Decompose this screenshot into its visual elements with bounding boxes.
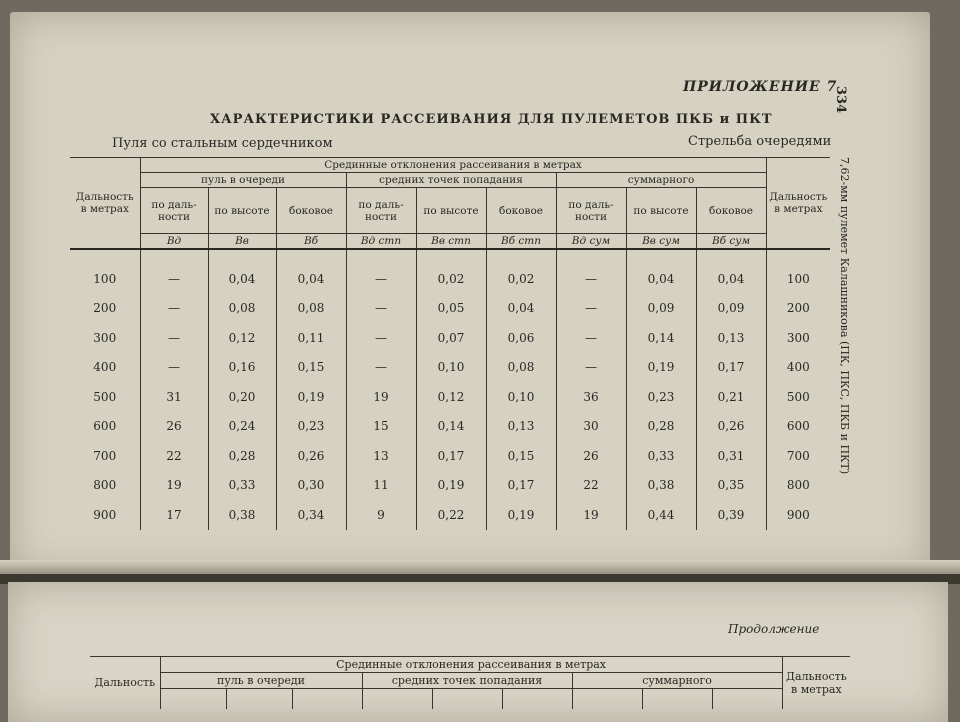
col-header: по высоте xyxy=(626,188,696,234)
value-cell: 0,10 xyxy=(486,382,556,412)
col-symbol: Вб xyxy=(276,234,346,250)
table-body xyxy=(70,249,830,530)
range-cell: 500 xyxy=(766,382,830,412)
value-cell: 0,08 xyxy=(276,294,346,324)
col-symbol: Вв xyxy=(208,234,276,250)
value-cell: 26 xyxy=(556,441,626,471)
value-cell: 0,12 xyxy=(416,382,486,412)
header-sub-mean-points: средних точек попадания xyxy=(346,173,556,188)
value-cell: 0,28 xyxy=(626,412,696,442)
range-cell: 300 xyxy=(93,330,117,345)
value-cell: 0,04 xyxy=(276,249,346,294)
value-cell: 0,07 xyxy=(416,323,486,353)
value-cell: 0,12 xyxy=(208,323,276,353)
value-cell: 36 xyxy=(556,382,626,412)
table-row xyxy=(70,294,830,324)
value-cell: 0,19 xyxy=(276,382,346,412)
table-row xyxy=(70,353,830,383)
value-cell: 0,28 xyxy=(208,441,276,471)
value-cell: 17 xyxy=(140,500,208,530)
range-cell: 700 xyxy=(93,448,117,463)
range-cell: 800 xyxy=(766,471,830,501)
value-cell: 0,31 xyxy=(696,441,766,471)
value-cell: 0,19 xyxy=(626,353,696,383)
second-header-range-left: Дальность xyxy=(94,676,156,690)
value-cell: 11 xyxy=(346,471,416,501)
header-sub-total: суммарного xyxy=(556,173,766,188)
value-cell: 0,26 xyxy=(696,412,766,442)
second-header-group: Срединные отклонения рассеивания в метрах xyxy=(160,657,782,673)
col-symbol: Вв стп xyxy=(416,234,486,250)
value-cell: 0,22 xyxy=(416,500,486,530)
table-title: ХАРАКТЕРИСТИКИ РАССЕИВАНИЯ ДЛЯ ПУЛЕМЕТОВ ПКБ и ПКТ xyxy=(210,112,773,127)
value-cell: 13 xyxy=(346,441,416,471)
value-cell: 0,16 xyxy=(208,353,276,383)
firing-mode: Стрельба очередями xyxy=(688,134,832,149)
value-cell: 15 xyxy=(346,412,416,442)
value-cell: 0,04 xyxy=(208,249,276,294)
value-cell: — xyxy=(346,323,416,353)
value-cell: 22 xyxy=(556,471,626,501)
value-cell: 0,09 xyxy=(626,294,696,324)
value-cell: 0,04 xyxy=(486,294,556,324)
table-row xyxy=(70,412,830,442)
dispersion-table xyxy=(70,157,830,530)
col-header: боковое xyxy=(276,188,346,234)
value-cell: 0,14 xyxy=(416,412,486,442)
col-symbol: Вб сум xyxy=(696,234,766,250)
value-cell: 0,44 xyxy=(626,500,696,530)
value-cell: 0,19 xyxy=(486,500,556,530)
range-cell: 600 xyxy=(766,412,830,442)
col-header: по даль-ности xyxy=(140,188,208,234)
col-symbol: Вд сум xyxy=(556,234,626,250)
value-cell: 0,04 xyxy=(626,249,696,294)
value-cell: 0,08 xyxy=(486,353,556,383)
range-cell: 900 xyxy=(93,507,117,522)
value-cell: 0,09 xyxy=(696,294,766,324)
second-sub-total: суммарного xyxy=(572,673,782,689)
range-cell: 200 xyxy=(766,294,830,324)
value-cell: 0,38 xyxy=(208,500,276,530)
continuation-table xyxy=(90,656,850,709)
range-cell: 600 xyxy=(93,419,117,434)
col-header: боковое xyxy=(696,188,766,234)
header-group: Срединные отклонения рассеивания в метрах xyxy=(140,158,766,173)
value-cell: — xyxy=(346,353,416,383)
value-cell: — xyxy=(556,249,626,294)
col-header: по высоте xyxy=(416,188,486,234)
value-cell: 31 xyxy=(140,382,208,412)
range-cell: 700 xyxy=(766,441,830,471)
value-cell: 0,20 xyxy=(208,382,276,412)
value-cell: 19 xyxy=(346,382,416,412)
value-cell: — xyxy=(556,323,626,353)
value-cell: 0,39 xyxy=(696,500,766,530)
value-cell: 0,05 xyxy=(416,294,486,324)
value-cell: 0,14 xyxy=(626,323,696,353)
continuation-label: Продолжение xyxy=(728,622,820,636)
value-cell: — xyxy=(140,353,208,383)
page-number: 334 xyxy=(833,86,848,114)
value-cell: 22 xyxy=(140,441,208,471)
value-cell: 0,33 xyxy=(208,471,276,501)
value-cell: 26 xyxy=(140,412,208,442)
col-header: по даль-ности xyxy=(346,188,416,234)
col-symbol: Вв сум xyxy=(626,234,696,250)
value-cell: 19 xyxy=(140,471,208,501)
value-cell: 0,33 xyxy=(626,441,696,471)
value-cell: 0,02 xyxy=(416,249,486,294)
value-cell: 30 xyxy=(556,412,626,442)
table-row xyxy=(70,249,830,294)
table-row xyxy=(70,471,830,501)
header-range-left: Дальность в метрах xyxy=(70,158,140,250)
second-sub-bursts: пуль в очереди xyxy=(160,673,362,689)
value-cell: 0,23 xyxy=(626,382,696,412)
value-cell: 0,21 xyxy=(696,382,766,412)
value-cell: 0,10 xyxy=(416,353,486,383)
table-row xyxy=(70,382,830,412)
appendix-heading: ПРИЛОЖЕНИЕ 7 xyxy=(683,79,838,95)
col-header: по высоте xyxy=(208,188,276,234)
second-sub-mean-points: средних точек попадания xyxy=(362,673,572,689)
value-cell: — xyxy=(140,294,208,324)
value-cell: 0,30 xyxy=(276,471,346,501)
running-head-vertical xyxy=(838,157,851,474)
value-cell: 9 xyxy=(346,500,416,530)
value-cell: 0,11 xyxy=(276,323,346,353)
value-cell: 0,19 xyxy=(416,471,486,501)
header-range-right: Дальность в метрах xyxy=(766,158,830,250)
value-cell: — xyxy=(140,323,208,353)
col-symbol: Вб стп xyxy=(486,234,556,250)
value-cell: 0,34 xyxy=(276,500,346,530)
value-cell: — xyxy=(346,249,416,294)
value-cell: 0,13 xyxy=(486,412,556,442)
value-cell: 0,38 xyxy=(626,471,696,501)
value-cell: 0,02 xyxy=(486,249,556,294)
range-cell: 900 xyxy=(766,500,830,530)
table-row xyxy=(70,500,830,530)
value-cell: 0,15 xyxy=(486,441,556,471)
value-cell: 0,23 xyxy=(276,412,346,442)
value-cell: 19 xyxy=(556,500,626,530)
value-cell: 0,08 xyxy=(208,294,276,324)
value-cell: 0,17 xyxy=(486,471,556,501)
table-row xyxy=(70,323,830,353)
col-symbol: Вд стп xyxy=(346,234,416,250)
value-cell: 0,15 xyxy=(276,353,346,383)
col-header: по даль-ности xyxy=(556,188,626,234)
value-cell: 0,26 xyxy=(276,441,346,471)
range-cell: 500 xyxy=(93,389,117,404)
value-cell: 0,35 xyxy=(696,471,766,501)
running-head-text: 7,62-мм пулемет Калашникова (ПК, ПКС, ПКБ и ПКТ) xyxy=(838,157,851,475)
bullet-type: Пуля со стальным сердечником xyxy=(112,136,333,151)
value-cell: — xyxy=(140,249,208,294)
value-cell: — xyxy=(556,294,626,324)
value-cell: — xyxy=(556,353,626,383)
range-cell: 300 xyxy=(766,323,830,353)
value-cell: 0,24 xyxy=(208,412,276,442)
header-sub-bursts: пуль в очереди xyxy=(140,173,346,188)
value-cell: 0,17 xyxy=(416,441,486,471)
range-cell: 800 xyxy=(93,478,117,493)
range-cell: 400 xyxy=(766,353,830,383)
range-cell: 400 xyxy=(93,360,117,375)
range-cell: 100 xyxy=(766,249,830,294)
value-cell: 0,06 xyxy=(486,323,556,353)
col-header: боковое xyxy=(486,188,556,234)
col-symbol: Вд xyxy=(140,234,208,250)
table-row xyxy=(70,441,830,471)
value-cell: 0,04 xyxy=(696,249,766,294)
value-cell: 0,13 xyxy=(696,323,766,353)
range-cell: 100 xyxy=(93,271,117,286)
value-cell: — xyxy=(346,294,416,324)
value-cell: 0,17 xyxy=(696,353,766,383)
second-header-range-right: Дальность в метрах xyxy=(782,657,850,709)
range-cell: 200 xyxy=(93,301,117,316)
